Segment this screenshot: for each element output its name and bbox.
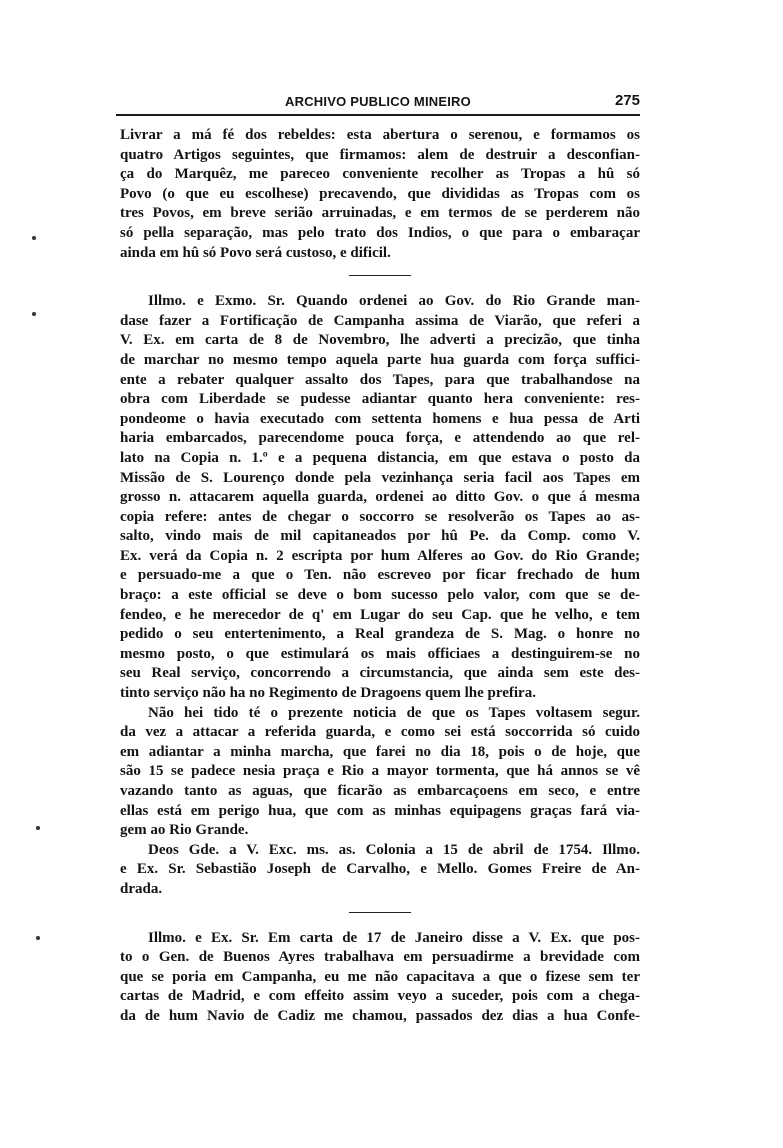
margin-dot — [36, 826, 40, 830]
text-line: em adiantar a minha marcha, que farei no dia 18, pois o de hoje, que — [120, 743, 640, 760]
text-line: vazando tanto as aguas, que ficarão as embarcaçoens em seco, e entre — [120, 783, 640, 799]
text-line: V. Ex. em carta de 8 de Novembro, lhe adverti a precizão, que tinha — [120, 332, 640, 349]
text-line: da vez a attacar a referida guarda, e como sei está soccorrida só cuido — [120, 724, 640, 741]
text-line: fendeo, e he merecedor de q' em Lugar do seu Cap. que he velho, e tem — [120, 606, 640, 623]
text-line: grosso n. attacarem aquella guarda, ordenei ao ditto Gov. o que á mesma — [120, 489, 640, 506]
text-line: gem ao Rio Grande. — [120, 822, 249, 839]
paragraph — [120, 841, 640, 900]
text-line: tres Povos, em breve serião arruinadas, e em termos de se perderem não — [120, 205, 640, 222]
text-line: e Ex. Sr. Sebastião Joseph de Carvalho, e Mello. Gomes Freire de An- — [120, 861, 640, 878]
text-line: mesmo posto, o que estimulará os mais officiaes a destinguirem-se no — [120, 645, 640, 662]
text-line: Deos Gde. a V. Exc. ms. as. Colonia a 15 de abril de 1754. Illmo. — [148, 841, 640, 858]
text-line: são 15 se padece nesia praça e Rio a mayor tormenta, que há annos se vê — [120, 763, 640, 780]
text-line: haria embarcados, parecendome pouca força, e attendendo ao que rel- — [120, 430, 640, 447]
text-line: e persuado-me a que o Ten. não escreveo por ficar frechado de hum — [120, 567, 640, 584]
page-number: 275 — [614, 92, 640, 109]
text-line: Illmo. e Exmo. Sr. Quando ordenei ao Gov. do Rio Grande man- — [148, 293, 640, 310]
text-line: copia refere: antes de chegar o soccorro se resolverão os Tapes ao as- — [120, 508, 640, 525]
text-line: ellas está em perigo hua, que com as minhas equipagens graças fará via- — [120, 802, 640, 819]
text-line: Livrar a má fé dos rebeldes: esta abertura o serenou, e formamos os — [120, 127, 640, 143]
text-line: to o Gen. de Buenos Ayres trabalhava em persuadirme a brevidade com — [120, 949, 640, 966]
text-line: pondeome o havia executado com settenta homens e hua pessa de Arti — [120, 410, 640, 427]
text-line: cartas de Madrid, e com effeito assim veyo a suceder, pois com a chega- — [120, 988, 640, 1005]
text-line: dase fazer a Fortificação de Campanha assima de Viarão, que referi a — [120, 312, 640, 329]
text-line: Ex. verá da Copia n. 2 escripta por hum Alferes ao Gov. do Rio Grande; — [120, 547, 640, 564]
text-line: ainda em hû só Povo será custoso, e dificil. — [120, 244, 391, 261]
text-line: pedido o seu entertenimento, a Real grandeza de S. Mag. o honre no — [120, 626, 640, 643]
paragraph — [120, 292, 640, 703]
text-line: ça do Marquêz, me pareceo conveniente recolher as Tropas a hû só — [120, 166, 640, 183]
text-line: de marchar no mesmo tempo aquela parte hua guarda com força suffici- — [120, 351, 640, 368]
text-line: obra com Liberdade se pudesse adiantar quanto hera conveniente: res- — [120, 391, 640, 408]
text-line: só pella separação, mas pelo trato dos Indios, o que para o embaraçar — [120, 224, 640, 241]
text-line: lato na Copia n. 1.º e a pequena distancia, em que estava o posto da — [120, 449, 640, 466]
section-divider — [349, 912, 411, 913]
text-line: seu Real serviço, concorrendo a circumstancia, que ainda sem este des- — [120, 665, 640, 682]
paragraph — [120, 929, 640, 1027]
text-line: quatro Artigos seguintes, que firmamos: alem de destruir a desconfian- — [120, 146, 640, 163]
text-line: drada. — [120, 880, 163, 897]
text-line: Illmo. e Ex. Sr. Em carta de 17 de Janeiro disse a V. Ex. que pos- — [148, 929, 640, 946]
text-line: Não hei tido té o prezente noticia de que os Tapes voltasem segur. — [148, 704, 640, 721]
text-line: ente a rebater qualquer assalto dos Tapes, para que trabalhandose na — [120, 371, 640, 388]
running-header — [116, 92, 640, 116]
text-line: Missão de S. Lourenço donde pela vezinhança seria facil aos Tapes em — [120, 469, 640, 486]
paragraph — [120, 126, 640, 263]
margin-dot — [32, 236, 36, 240]
text-line: salto, vindo mais de mil capitaneados por hû Pe. da Comp. como V. — [120, 528, 640, 545]
margin-dot — [32, 312, 36, 316]
text-line: Povo (o que eu escolhese) precavendo, que divididas as Tropas com os — [120, 185, 640, 202]
paragraph — [120, 704, 640, 841]
body-text — [120, 126, 640, 1027]
section-divider — [349, 275, 411, 276]
margin-dot — [36, 936, 40, 940]
text-line: braço: a este official se deve o bom sucesso pelo valor, com que se de- — [120, 587, 640, 604]
text-line: que se poria em Campanha, eu me não capacitava a que o fizese sem ter — [120, 968, 640, 985]
text-line: tinto serviço não ha no Regimento de Dragoens quem lhe prefira. — [120, 685, 536, 702]
text-line: da de hum Navio de Cadiz me chamou, passados dez dias a hua Confe- — [120, 1007, 640, 1024]
header-title: ARCHIVO PUBLICO MINEIRO — [285, 94, 471, 109]
